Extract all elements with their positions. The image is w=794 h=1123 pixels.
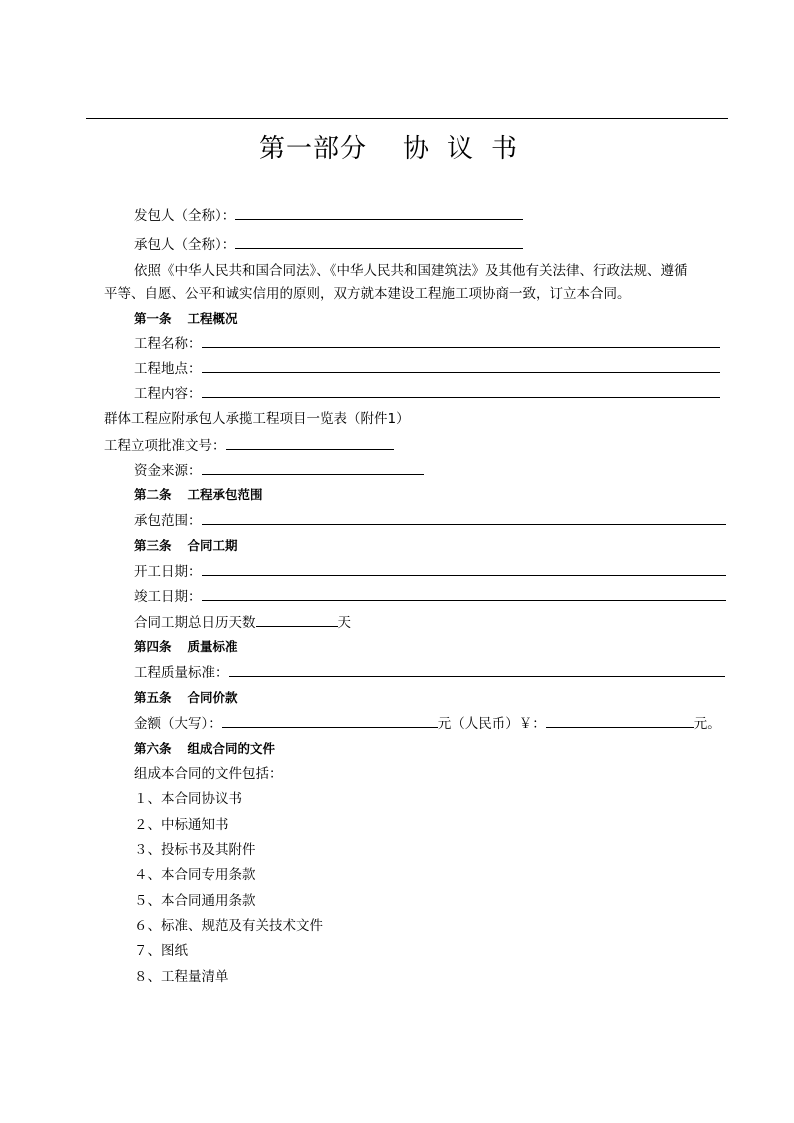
contractor-field[interactable]	[235, 235, 523, 249]
employer-field[interactable]	[235, 206, 523, 220]
funding-field[interactable]	[202, 461, 424, 475]
employer-label: 发包人（全称）：	[134, 208, 236, 224]
article-5-title: 合同价款	[187, 690, 238, 705]
article-4-number: 第四条	[134, 639, 172, 654]
intro-line-1: 依照《中华人民共和国合同法》、《中华人民共和国建筑法》及其他有关法律、行政法规、遵循	[134, 263, 688, 279]
docs-list-item: １、本合同协议书	[134, 791, 242, 807]
amount-line	[134, 714, 721, 733]
article-5-number: 第五条	[134, 690, 172, 705]
article-3-number: 第三条	[134, 538, 172, 553]
scope-label: 承包范围：	[134, 513, 202, 529]
article-4-heading	[134, 638, 238, 656]
amount-mid-label: 元（人民币）￥：	[437, 716, 546, 732]
article-3-heading	[134, 537, 238, 555]
project-content-field[interactable]	[202, 384, 720, 398]
docs-list-item: ７、图纸	[134, 943, 188, 959]
title-name: 协议书	[403, 134, 536, 164]
docs-list-item: ８、工程量清单	[134, 969, 229, 985]
project-name-field[interactable]	[202, 334, 720, 348]
docs-intro: 组成本合同的文件包括：	[134, 766, 283, 782]
article-1-title: 工程概况	[187, 311, 238, 326]
contractor-label: 承包人（全称）：	[134, 237, 236, 253]
project-content-label: 工程内容：	[134, 386, 202, 402]
docs-list-item: ５、本合同通用条款	[134, 893, 256, 909]
amount-label: 金额（大写）：	[134, 716, 222, 732]
quality-label: 工程质量标准：	[134, 665, 229, 681]
docs-list-item: ４、本合同专用条款	[134, 867, 256, 883]
project-name-label: 工程名称：	[134, 336, 202, 352]
article-1-number: 第一条	[134, 311, 172, 326]
article-4-title: 质量标准	[187, 639, 238, 654]
project-site-field[interactable]	[202, 359, 720, 373]
employer-line	[134, 206, 523, 225]
quality-line	[134, 663, 725, 682]
contractor-line	[134, 235, 523, 254]
docs-list-item: ６、标准、规范及有关技术文件	[134, 918, 323, 934]
article-6-number: 第六条	[134, 741, 172, 756]
scope-field[interactable]	[202, 511, 726, 525]
group-note: 群体工程应附承包人承揽工程项目一览表（附件1）	[104, 411, 410, 427]
start-date-field[interactable]	[202, 562, 726, 576]
article-5-heading	[134, 689, 238, 707]
approval-field[interactable]	[226, 436, 394, 450]
quality-field[interactable]	[229, 663, 725, 677]
intro-line-2: 平等、自愿、公平和诚实信用的原则，双方就本建设工程施工项协商一致，订立本合同。	[104, 286, 631, 302]
total-days-field[interactable]	[256, 613, 338, 627]
amount-words-field[interactable]	[222, 714, 438, 728]
article-1-heading	[134, 310, 238, 328]
article-3-title: 合同工期	[187, 538, 238, 553]
total-days-label: 合同工期总日历天数	[134, 615, 256, 631]
article-2-title: 工程承包范围	[187, 487, 263, 502]
finish-date-field[interactable]	[202, 587, 726, 601]
total-days-line	[134, 613, 351, 632]
docs-list-item: ２、中标通知书	[134, 817, 229, 833]
project-content-line	[134, 384, 720, 403]
title-part: 第一部分	[258, 134, 367, 164]
project-site-label: 工程地点：	[134, 361, 202, 377]
funding-label: 资金来源：	[134, 463, 202, 479]
approval-line	[104, 436, 394, 455]
docs-list-item: ３、投标书及其附件	[134, 842, 256, 858]
top-rule	[86, 118, 728, 119]
project-name-line	[134, 334, 720, 353]
scope-line	[134, 511, 726, 530]
amount-end-label: 元。	[693, 716, 721, 732]
article-6-heading	[134, 740, 275, 758]
page-title	[0, 128, 794, 165]
start-date-line	[134, 562, 726, 581]
finish-date-label: 竣工日期：	[134, 589, 202, 605]
article-6-title: 组成合同的文件	[187, 741, 276, 756]
article-2-heading	[134, 486, 263, 504]
amount-figures-field[interactable]	[546, 714, 694, 728]
total-days-unit: 天	[337, 615, 351, 631]
finish-date-line	[134, 587, 726, 606]
funding-line	[134, 461, 424, 480]
project-site-line	[134, 359, 720, 378]
approval-label: 工程立项批准文号：	[104, 438, 226, 454]
start-date-label: 开工日期：	[134, 564, 202, 580]
article-2-number: 第二条	[134, 487, 172, 502]
